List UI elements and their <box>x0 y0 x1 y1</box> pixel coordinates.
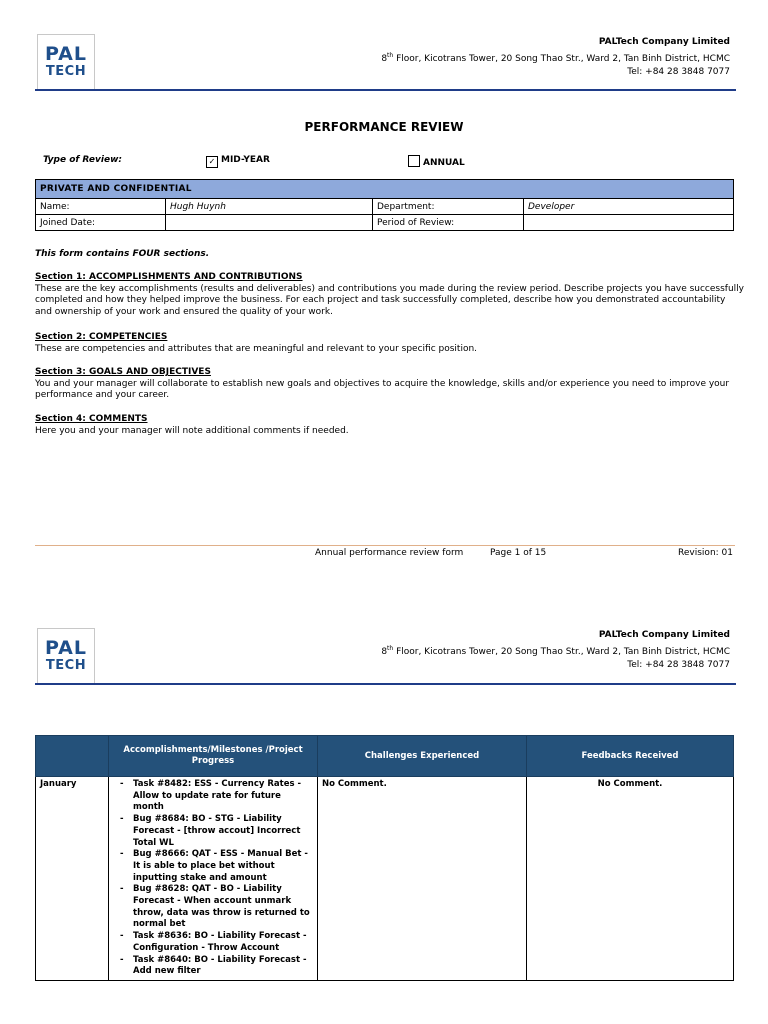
feedbacks-cell: No Comment. <box>527 777 734 981</box>
section-heading: Section 1: ACCOMPLISHMENTS AND CONTRIBUTIONS <box>35 272 303 282</box>
company-address: 8th Floor, Kicotrans Tower, 20 Song Thao Str., Ward 2, Tan Binh District, HCMC <box>381 645 730 657</box>
column-header-month <box>36 736 109 777</box>
company-info <box>381 36 730 79</box>
intro-text: This form contains FOUR sections. <box>35 249 210 259</box>
section-4 <box>35 414 745 437</box>
section-text: These are competencies and attributes that are meaningful and relevant to your specific position. <box>35 343 478 354</box>
header-divider <box>35 683 736 685</box>
annual-checkbox[interactable] <box>408 155 420 167</box>
midyear-checkbox[interactable]: ✓ <box>206 156 218 168</box>
period-label: Period of Review: <box>373 215 524 231</box>
column-header-feedbacks: Feedbacks Received <box>527 736 734 777</box>
accomplishments-cell <box>109 777 318 981</box>
footer-form-name: Annual performance review form <box>315 548 464 558</box>
company-address: 8th Floor, Kicotrans Tower, 20 Song Thao Str., Ward 2, Tan Binh District, HCMC <box>381 52 730 64</box>
company-tel: Tel: +84 28 3848 7077 <box>627 67 730 77</box>
section-heading: Section 2: COMPETENCIES <box>35 332 168 342</box>
section-heading: Section 3: GOALS AND OBJECTIVES <box>35 367 211 377</box>
logo-text-bottom: TECH <box>45 658 87 673</box>
footer-page-number: Page 1 of 15 <box>490 548 547 558</box>
accomplishments-list <box>113 779 313 978</box>
annual-option[interactable] <box>408 155 465 168</box>
challenges-cell: No Comment. <box>318 777 527 981</box>
page-title: PERFORMANCE REVIEW <box>304 120 464 134</box>
section-heading: Section 4: COMMENTS <box>35 414 148 424</box>
footer-divider <box>35 545 735 546</box>
list-item: - Bug #8628: QAT - BO - Liability Forecast - When account unmark throw, data was throw is returned to normal bet <box>133 884 313 931</box>
table-row <box>36 777 734 981</box>
list-item: - Bug #8684: BO - STG - Liability Forecast - [throw accout] Incorrect Total WL <box>133 814 313 849</box>
accomplishments-table <box>35 735 734 981</box>
column-header-challenges: Challenges Experienced <box>318 736 527 777</box>
midyear-label: MID-YEAR <box>221 155 270 165</box>
company-logo <box>37 628 95 684</box>
list-item: - Task #8640: BO - Liability Forecast - Add new filter <box>133 955 313 978</box>
department-value[interactable]: Developer <box>524 199 734 215</box>
logo-text-top: PAL <box>45 637 87 659</box>
company-logo <box>37 34 95 90</box>
section-text: These are the key accomplishments (results and deliverables) and contributions you made during the review period. Describe projects you have successfully completed and how they helped improve the business. For each project and task successfully completed, describe how you demonstrated accountability and ownership of your work and ensured the quality of your work. <box>35 283 744 317</box>
section-text: Here you and your manager will note additional comments if needed. <box>35 425 349 436</box>
midyear-option[interactable] <box>206 155 270 168</box>
footer-revision: Revision: 01 <box>678 548 733 558</box>
list-item: - Bug #8666: QAT - ESS - Manual Bet - It is able to place bet without inputting stake and amount <box>133 849 313 884</box>
section-2 <box>35 332 745 355</box>
employee-info-table <box>35 179 734 231</box>
annual-label: ANNUAL <box>423 158 465 168</box>
section-1 <box>35 272 745 318</box>
section-text: You and your manager will collaborate to establish new goals and objectives to acquire the knowledge, skills and/or experience you need to improve your performance and your career. <box>35 378 730 400</box>
period-value[interactable] <box>524 215 734 231</box>
private-confidential-header: PRIVATE AND CONFIDENTIAL <box>36 180 734 199</box>
joined-date-label: Joined Date: <box>36 215 166 231</box>
month-cell: January <box>36 777 109 981</box>
company-info <box>381 629 730 672</box>
logo-text-bottom: TECH <box>45 64 87 79</box>
review-type-label: Type of Review: <box>43 155 122 165</box>
company-tel: Tel: +84 28 3848 7077 <box>627 660 730 670</box>
logo-text-top: PAL <box>45 43 87 65</box>
joined-date-value[interactable] <box>166 215 373 231</box>
list-item: - Task #8636: BO - Liability Forecast - Configuration - Throw Account <box>133 931 313 954</box>
name-label: Name: <box>36 199 166 215</box>
list-item: - Task #8482: ESS - Currency Rates - Allow to update rate for future month <box>133 779 313 814</box>
department-label: Department: <box>373 199 524 215</box>
company-name: PALTech Company Limited <box>598 37 730 47</box>
header-divider <box>35 89 736 91</box>
company-name: PALTech Company Limited <box>598 630 730 640</box>
name-value[interactable]: Hugh Huynh <box>166 199 373 215</box>
column-header-accomplishments: Accomplishments/Milestones /Project Progress <box>109 736 318 777</box>
section-3 <box>35 367 745 402</box>
